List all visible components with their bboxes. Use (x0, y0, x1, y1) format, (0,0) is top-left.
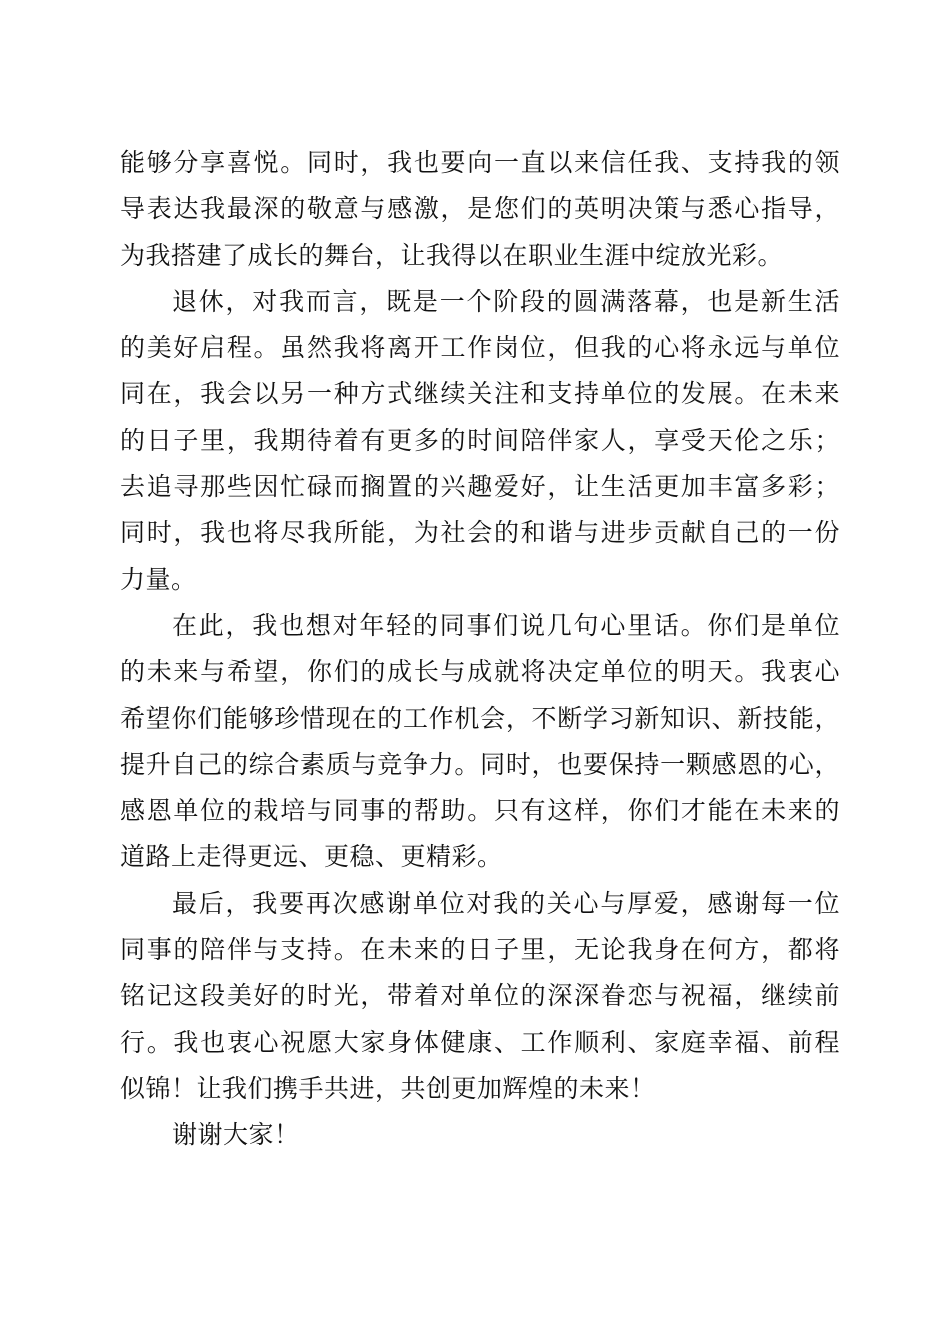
text-line: 的美好启程。虽然我将离开工作岗位，但我的心将永远与单位 (120, 333, 840, 363)
text-line: 能够分享喜悦。同时，我也要向一直以来信任我、支持我的领 (120, 148, 840, 177)
text-line: 的未来与希望，你们的成长与成就将决定单位的明天。我衷心 (120, 657, 840, 687)
text-line: 导表达我最深的敬意与感激，是您们的英明决策与悉心指导， (120, 194, 840, 224)
text-line: 力量。 (120, 564, 197, 594)
text-line: 同事的陪伴与支持。在未来的日子里，无论我身在何方，都将 (120, 935, 840, 965)
text-line: 似锦！让我们携手共进，共创更加辉煌的未来！ (120, 1073, 656, 1103)
text-line: 同时，我也将尽我所能，为社会的和谐与进步贡献自己的一份 (120, 518, 840, 548)
paragraph (120, 140, 840, 279)
text-line: 道路上走得更远、更稳、更精彩。 (120, 842, 503, 872)
paragraph (120, 603, 840, 881)
text-line: 的日子里，我期待着有更多的时间陪伴家人，享受天伦之乐； (120, 425, 840, 455)
text-line: 行。我也衷心祝愿大家身体健康、工作顺利、家庭幸福、前程 (120, 1027, 840, 1057)
paragraph (120, 1112, 840, 1158)
text-line: 去追寻那些因忙碌而搁置的兴趣爱好，让生活更加丰富多彩； (120, 472, 840, 502)
paragraph (120, 279, 840, 603)
text-line: 退休，对我而言，既是一个阶段的圆满落幕，也是新生活 (172, 286, 840, 316)
text-line: 在此，我也想对年轻的同事们说几句心里话。你们是单位 (172, 610, 840, 640)
document-body (120, 140, 840, 1159)
text-line: 最后，我要再次感谢单位对我的关心与厚爱，感谢每一位 (172, 888, 840, 918)
text-line: 为我搭建了成长的舞台，让我得以在职业生涯中绽放光彩。 (120, 240, 784, 270)
paragraph (120, 881, 840, 1112)
text-line: 希望你们能够珍惜现在的工作机会，不断学习新知识、新技能， (120, 703, 840, 733)
text-line: 同在，我会以另一种方式继续关注和支持单位的发展。在未来 (120, 379, 840, 409)
text-line: 感恩单位的栽培与同事的帮助。只有这样，你们才能在未来的 (120, 796, 840, 826)
text-line: 谢谢大家！ (172, 1120, 300, 1150)
text-line: 铭记这段美好的时光，带着对单位的深深眷恋与祝福，继续前 (120, 981, 840, 1011)
text-line: 提升自己的综合素质与竞争力。同时，也要保持一颗感恩的心， (120, 749, 840, 779)
